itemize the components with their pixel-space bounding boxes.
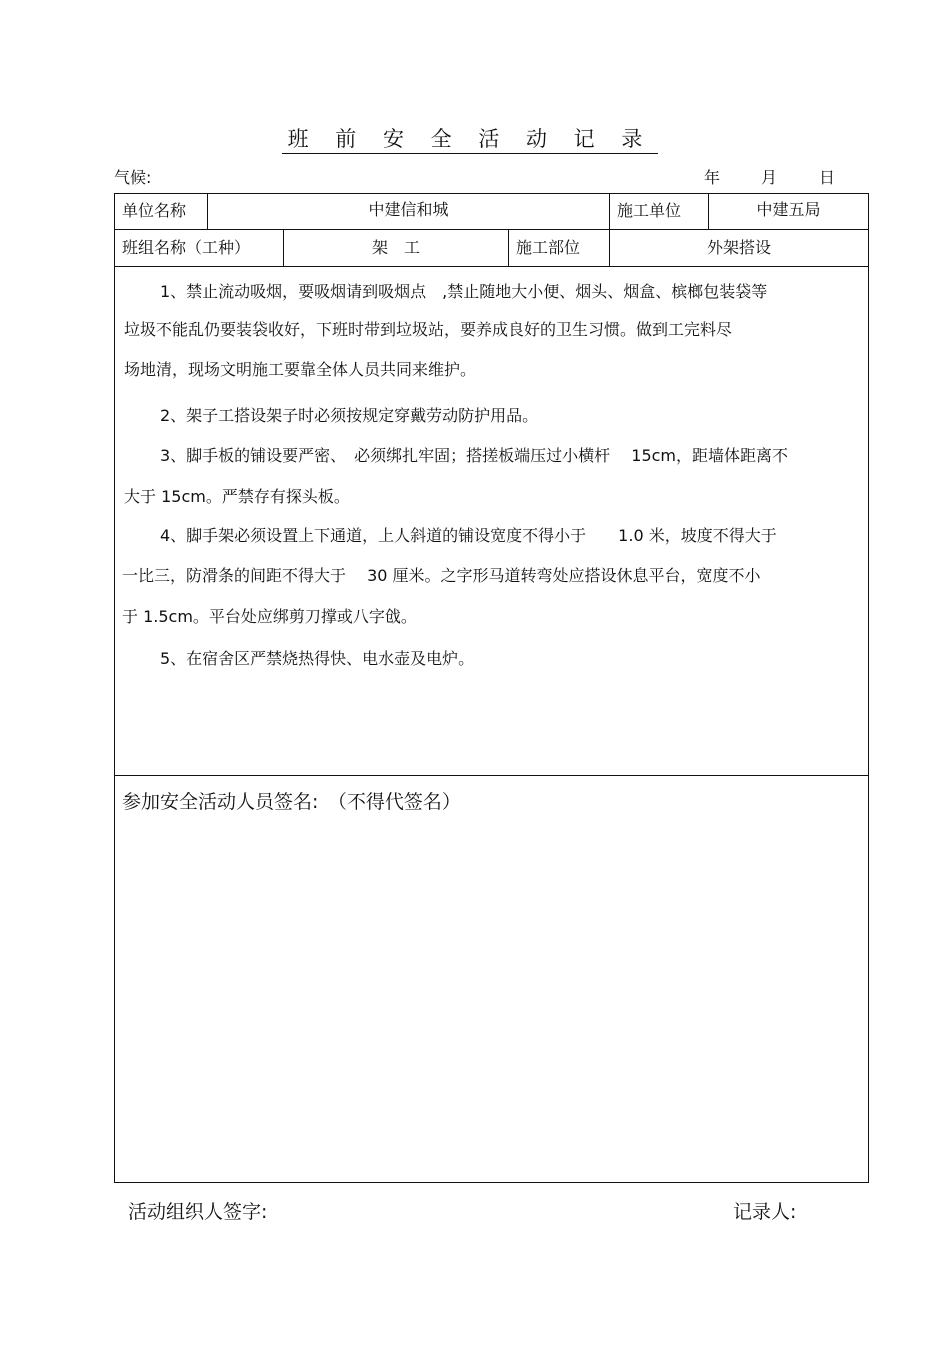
table-section-divider [114,775,869,776]
table-border-right [868,193,869,1183]
table-border-bottom [114,1182,869,1183]
content-line: 5、在宿舍区严禁烧热得快、电水壶及电炉。 [160,649,475,668]
content-line: 于 1.5cm。平台处应绑剪刀撑或八字戗。 [122,607,417,626]
recorder-label: 记录人: [733,1201,797,1223]
content-line: 垃圾不能乱仍要装袋收好，下班时带到垃圾站，要养成良好的卫生习惯。做到工完料尽 [124,320,733,339]
unit-name-label: 单位名称 [122,201,187,220]
content-line: 4、脚手架必须设置上下通道，上人斜道的铺设宽度不得小于 1.0 米，坡度不得大于 [160,526,777,545]
weather-label: 气候: [114,168,152,187]
content-line: 一比三，防滑条的间距不得大于 30 厘米。之字形马道转弯处应搭设休息平台，宽度不小 [122,566,761,585]
participant-signature-label: 参加安全活动人员签名: （不得代签名） [122,791,461,813]
page-title: 班 前 安 全 活 动 记 录 [282,125,658,154]
table-col-divider [609,193,610,230]
construction-part-value: 外架搭设 [706,238,771,257]
content-line: 场地清，现场文明施工要靠全体人员共同来维护。 [124,360,477,379]
unit-name-value: 中建信和城 [368,200,449,219]
content-line: 大于 15cm。严禁存有探头板。 [124,487,350,506]
year-label: 年 [704,168,721,187]
month-label: 月 [761,168,778,187]
signature-area[interactable] [115,820,868,1180]
construction-part-label: 施工部位 [516,238,581,257]
team-name-value: 架 工 [371,238,420,257]
content-line: 1、禁止流动吸烟，要吸烟请到吸烟点 ,禁止随地大小便、烟头、烟盒、槟榔包装袋等 [160,282,768,301]
organizer-signature-label: 活动组织人签字: [128,1201,268,1223]
content-line: 2、架子工搭设架子时必须按规定穿戴劳动防护用品。 [160,406,539,425]
content-line: 3、脚手板的铺设要严密、 必须绑扎牢固；搭搓板端压过小横杆 15cm，距墙体距离不 [160,446,789,465]
table-row-divider [114,266,869,267]
team-name-label: 班组名称（工种） [122,238,251,257]
construction-unit-label: 施工单位 [617,201,682,220]
day-label: 日 [819,168,836,187]
table-col-divider [508,229,509,267]
construction-unit-value: 中建五局 [756,200,821,219]
